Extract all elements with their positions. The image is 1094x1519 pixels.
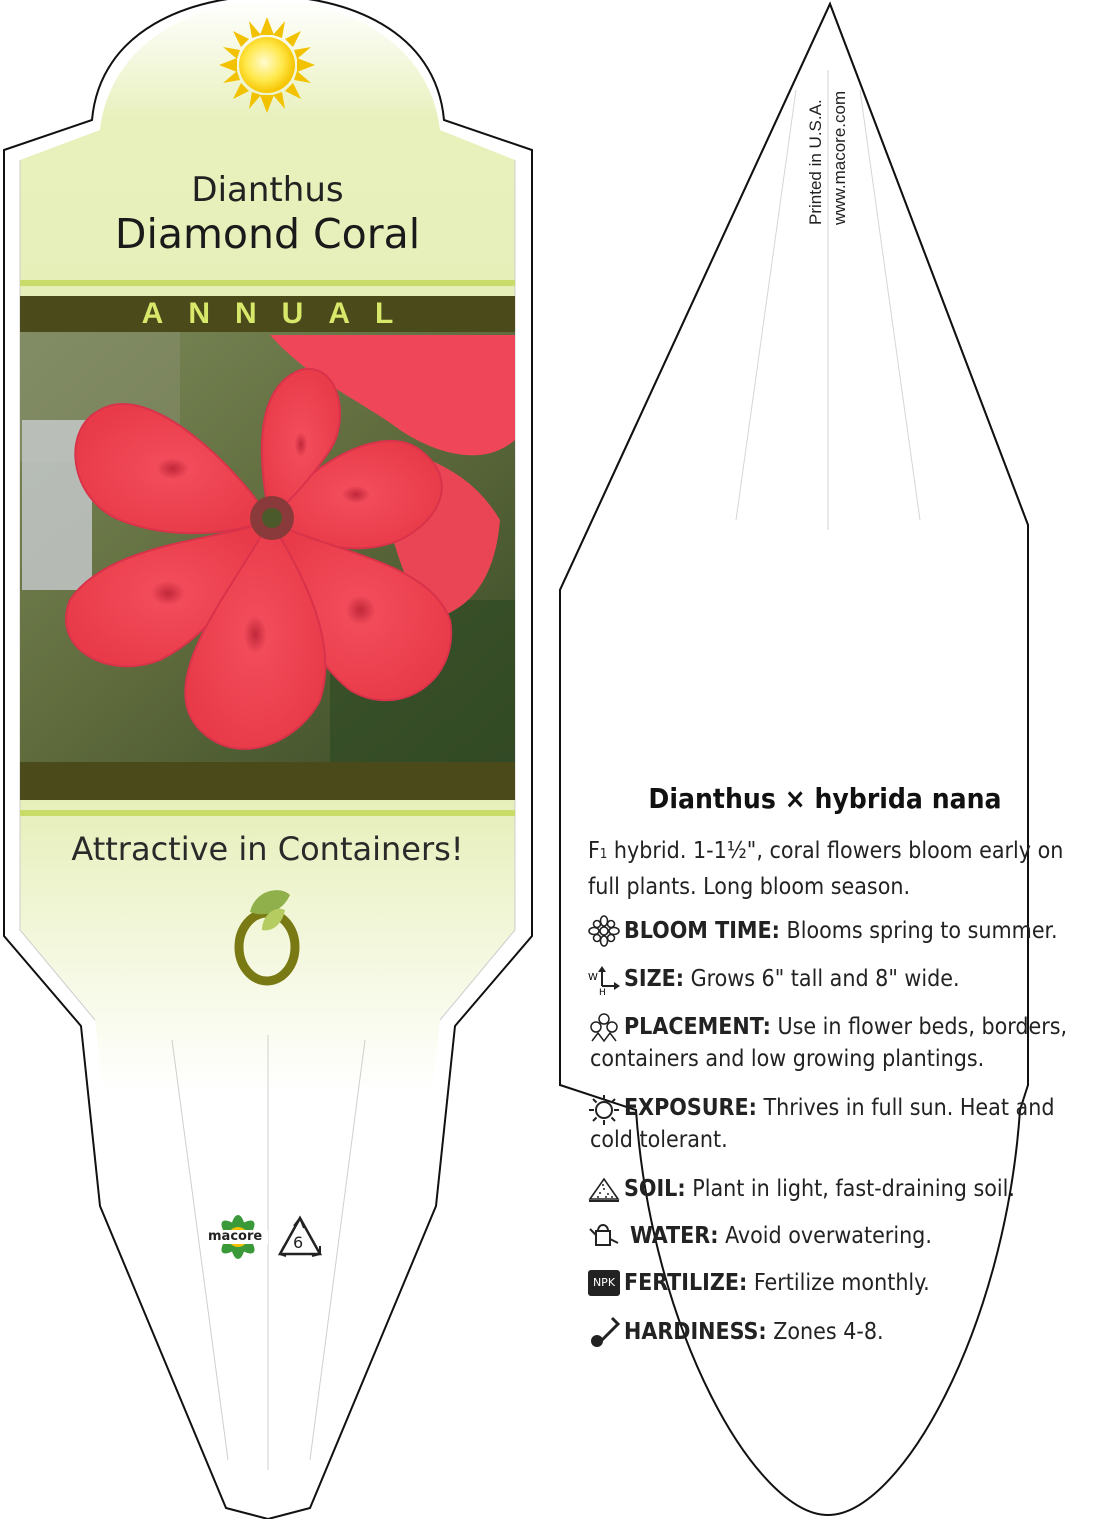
water-label: WATER: [630,1223,719,1249]
exposure-item [590,1092,1070,1156]
exposure-text: Thrives in full sun. Heat and cold tolerant. [590,1095,1055,1153]
size-text: Grows 6" tall and 8" wide. [684,966,960,992]
placement-text: Use in flower beds, borders, containers and low growing plantings. [590,1014,1068,1072]
thermometer-icon [588,1316,620,1348]
description-prefix: F [588,838,600,864]
size-icon-w: W [588,972,598,983]
flower-icon [588,915,620,947]
placement-icon [588,1011,620,1043]
category-label: ANNUAL [141,297,419,330]
flower-photo [20,332,515,762]
website-text: www.macore.com [830,90,849,225]
soil-icon [588,1173,620,1205]
description [588,835,1068,903]
exposure-label: EXPOSURE: [624,1095,757,1121]
sun-graphic [219,17,315,113]
bloom-time-text: Blooms spring to summer. [779,918,1058,944]
hardiness-text: Zones 4-8. [766,1319,884,1345]
printed-in-text: Printed in U.S.A. [806,99,825,225]
fertilize-item [590,1267,1070,1299]
soil-item [590,1173,1070,1205]
watering-can-icon [588,1219,620,1251]
bloom-time-label: BLOOM TIME: [624,918,780,944]
placement-item [590,1011,1070,1075]
scientific-name: Dianthus × hybrida nana [648,782,1002,815]
recycle-number: 6 [293,1233,304,1252]
size-item [590,963,1070,995]
placement-label: PLACEMENT: [624,1014,771,1040]
tagline: Attractive in Containers! [71,830,464,868]
brand-name: macore [208,1229,263,1244]
size-label: SIZE: [624,966,685,992]
size-icon [588,966,620,998]
sun-icon [588,1094,620,1126]
bloom-time-item [590,915,1070,947]
soil-label: SOIL: [624,1176,686,1202]
size-icon-h: H [599,988,606,998]
soil-text: Plant in light, fast-draining soil. [685,1176,1015,1202]
genus-name: Dianthus [191,170,344,210]
hardiness-label: HARDINESS: [624,1319,767,1345]
npk-icon: NPK [588,1270,620,1296]
water-item [590,1220,1070,1252]
description-text: hybrid. 1-1½", coral flowers bloom early on full plants. Long bloom season. [588,838,1064,900]
fertilize-label: FERTILIZE: [624,1270,748,1296]
hardiness-item [590,1316,1070,1348]
cultivar-name: Diamond Coral [114,210,421,258]
fertilize-text: Fertilize monthly. [747,1270,930,1296]
water-text: Avoid overwatering. [718,1223,932,1249]
description-subscript: 1 [599,847,608,862]
